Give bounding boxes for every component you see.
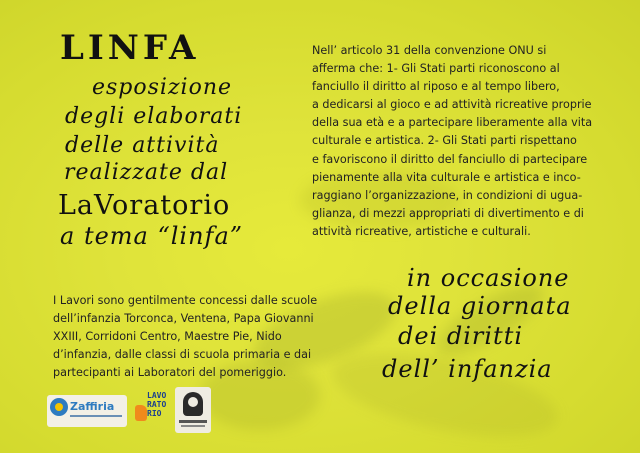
article-line: e favoriscono il diritto del fanciullo di partecipare — [312, 152, 588, 166]
credits-line: d’infanzia, dalle classi di scuola primaria e dai — [53, 348, 312, 361]
article-line: Nell’ articolo 31 della convenzione ONU si — [312, 44, 547, 57]
emblem-caption — [181, 425, 205, 427]
credits-paragraph — [53, 292, 318, 382]
article-line: glianza, di mezzi appropriati di divertimento e di — [312, 206, 584, 220]
headline-line: a tema “linfa” — [60, 222, 244, 250]
credits-line: dell’infanzia Torconca, Ventena, Papa Giovanni — [53, 312, 314, 325]
zaffiria-emblem-icon — [50, 398, 68, 416]
occasion-line: della giornata — [388, 292, 572, 320]
laboratorio-logo-text: LAVO RATO RIO — [147, 391, 167, 418]
zaffiria-logo-text: Zaffiria — [70, 400, 115, 413]
laboratorio-logo — [135, 391, 169, 431]
article-line: raggiano l’organizzazione, in condizioni di ugua- — [312, 188, 583, 202]
credits-line: I Lavori sono gentilmente concessi dalle scuole — [53, 294, 318, 307]
zaffiria-logo — [47, 395, 127, 427]
headline-line: delle attività — [65, 133, 220, 158]
headline-line: LaVoratorio — [58, 190, 231, 221]
article-line: culturale e artistica. 2- Gli Stati parti rispettano — [312, 134, 577, 148]
institution-emblem-logo — [175, 387, 211, 433]
headline-line: esposizione — [92, 75, 233, 100]
article-line: fanciullo il diritto al riposo e al tempo libero, — [312, 80, 560, 94]
occasion-line: dei diritti — [398, 322, 524, 350]
article-line: afferma che: 1- Gli Stati parti riconoscono al — [312, 62, 560, 76]
poster-title: LINFA — [60, 28, 200, 68]
emblem-caption — [179, 420, 207, 423]
headline-line: realizzate dal — [64, 160, 229, 185]
hand-icon — [135, 405, 147, 421]
sponsor-logos — [35, 383, 225, 449]
article-paragraph — [312, 42, 612, 241]
occasion-line: dell’ infanzia — [382, 355, 553, 383]
credits-line: partecipanti ai Laboratori del pomeriggio. — [53, 366, 287, 379]
emblem-figure-icon — [183, 392, 203, 416]
occasion-line: in occasione — [407, 264, 570, 292]
article-line: della sua età e a partecipare liberamente alla vita — [312, 116, 593, 130]
article-line: attività ricreative, artistiche e culturali. — [312, 224, 531, 238]
credits-line: XXIII, Corridoni Centro, Maestre Pie, Nido — [53, 330, 282, 343]
zaffiria-tagline-bar — [70, 415, 122, 417]
headline-line: degli elaborati — [65, 104, 243, 129]
article-line: a dedicarsi al gioco e ad attività ricreative proprie — [312, 98, 592, 112]
article-line: pienamente alla vita culturale e artistica e inco- — [312, 170, 581, 184]
